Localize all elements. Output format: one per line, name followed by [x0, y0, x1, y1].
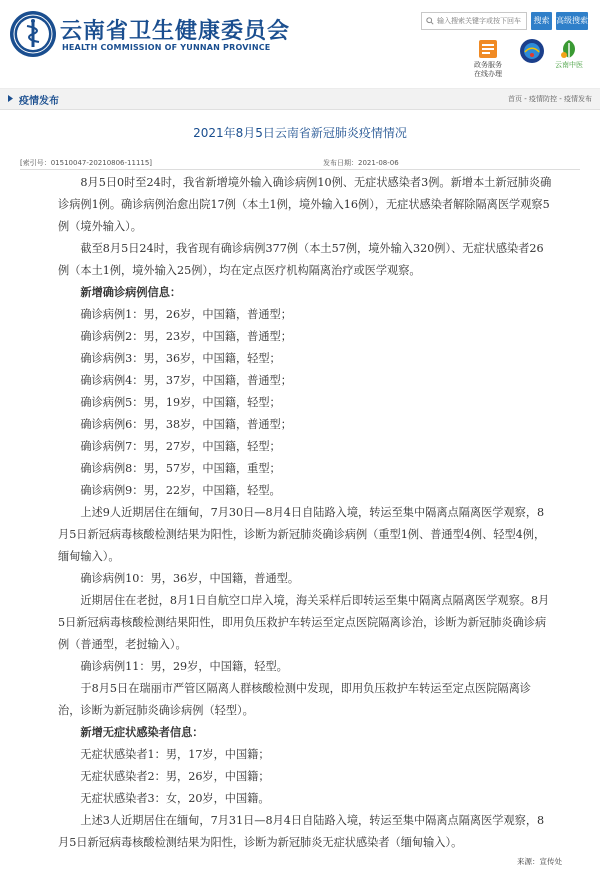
- article-paragraph: 近期居住在老挝，8月1日自航空口岸入境，海关采样后即转运至集中隔离点隔离医学观察。8月5日新冠病毒核酸检测结果阳性，即用负压救护车转运至定点医院隔离诊治，诊断为新冠肺炎确诊病例（普通型，老挝输入）。: [58, 594, 550, 651]
- article-paragraph: 于8月5日在瑞丽市严管区隔离人群核酸检测中发现，即用负压救护车转运至定点医院隔离诊治，诊断为新冠肺炎确诊病例（轻型）。: [58, 682, 531, 717]
- document-stack-icon: [477, 38, 499, 60]
- article-title: 2021年8月5日云南省新冠肺炎疫情情况: [193, 126, 407, 140]
- chevron-right-icon: [7, 94, 15, 103]
- breadcrumb[interactable]: 首页 - 疫情防控 - 疫情发布: [508, 95, 592, 103]
- article-paragraph: 上述9人近期居住在缅甸，7月30日—8月4日自陆路入境，转运至集中隔离点隔离医学观察，8月5日新冠病毒核酸检测结果为阳性，诊断为新冠肺炎确诊病例（重型1例、普通型4例、轻型4例，缅甸输入）。: [58, 506, 546, 563]
- yunnan-tcm-link[interactable]: [547, 38, 591, 70]
- article-paragraph: 无症状感染者1：男，17岁，中国籍；: [80, 748, 270, 761]
- article-paragraph: 确诊病例10：男，36岁，中国籍，普通型。: [80, 572, 300, 585]
- article-paragraph: 无症状感染者2：男，26岁，中国籍；: [80, 770, 270, 783]
- article-source: 来源：宣传处: [517, 857, 562, 866]
- tcm-leaf-icon: [557, 38, 581, 60]
- article-paragraph: 8月5日0时至24时，我省新增境外输入确诊病例10例、无症状感染者3例。新增本土新冠肺炎确诊病例1例。确诊病例治愈出院17例（本土1例，境外输入16例），无症状感染者解除隔离医学观察5例（境外输入）。: [58, 176, 552, 233]
- section-nav-bar: [0, 88, 600, 110]
- article-paragraph: 确诊病例9：男，22岁，中国籍，轻型。: [80, 484, 281, 497]
- article-paragraph: 上述3人近期居住在缅甸，7月31日—8月4日自陆路入境，转运至集中隔离点隔离医学观察，8月5日新冠病毒核酸检测结果为阳性，诊断为新冠肺炎无症状感染者（缅甸输入）。: [58, 814, 545, 849]
- yunnan-tcm-label: 云南中医: [555, 61, 583, 69]
- article-paragraph: 确诊病例11：男，29岁，中国籍，轻型。: [80, 660, 288, 673]
- section-heading: 新增无症状感染者信息：: [80, 726, 204, 739]
- meta-divider: [20, 169, 580, 170]
- article-paragraph: 确诊病例6：男，38岁，中国籍，普通型；: [80, 418, 292, 431]
- online-service-link[interactable]: [466, 38, 510, 79]
- article-paragraph: 确诊病例1：男，26岁，中国籍，普通型；: [80, 308, 292, 321]
- site-header: [0, 0, 600, 88]
- article-paragraph: 截至8月5日24时，我省现有确诊病例377例（本土57例，境外输入320例）、无症状感染者26例（本土1例，境外输入25例），均在定点医疗机构隔离治疗或医学观察。: [58, 242, 544, 277]
- article-paragraph: 确诊病例2：男，23岁，中国籍，普通型；: [80, 330, 292, 343]
- article-paragraph: 确诊病例7：男，27岁，中国籍，轻型；: [80, 440, 281, 453]
- article-meta: [20, 158, 580, 169]
- index-number: [索引号：01510047-20210806-11115]: [20, 159, 153, 167]
- site-title: 云南省卫生健康委员会: [60, 19, 291, 44]
- globe-badge-icon: [519, 38, 545, 64]
- article-paragraph: 确诊病例8：男，57岁，中国籍，重型；: [80, 462, 281, 475]
- section-heading: 新增确诊病例信息：: [80, 286, 182, 299]
- article-paragraph: 无症状感染者3：女，20岁，中国籍。: [80, 792, 270, 805]
- advanced-search-button[interactable]: 高级搜索: [556, 12, 588, 30]
- search-input[interactable]: [434, 17, 525, 25]
- health-emblem-logo[interactable]: [9, 10, 57, 58]
- article-body: [58, 172, 552, 854]
- search-box: [421, 12, 527, 30]
- search-icon: [426, 17, 434, 25]
- article-paragraph: 确诊病例5：男，19岁，中国籍，轻型；: [80, 396, 281, 409]
- search-button[interactable]: 搜索: [531, 12, 552, 30]
- article-paragraph: 确诊病例4：男，37岁，中国籍，普通型；: [80, 374, 292, 387]
- publish-date: 发布日期：2021-08-06: [323, 159, 399, 167]
- article-paragraph: 确诊病例3：男，36岁，中国籍，轻型；: [80, 352, 281, 365]
- online-service-label: 政务服务 在线办理: [474, 61, 502, 78]
- section-title: 疫情发布: [19, 96, 59, 107]
- site-subtitle: HEALTH COMMISSION OF YUNNAN PROVINCE: [62, 43, 271, 52]
